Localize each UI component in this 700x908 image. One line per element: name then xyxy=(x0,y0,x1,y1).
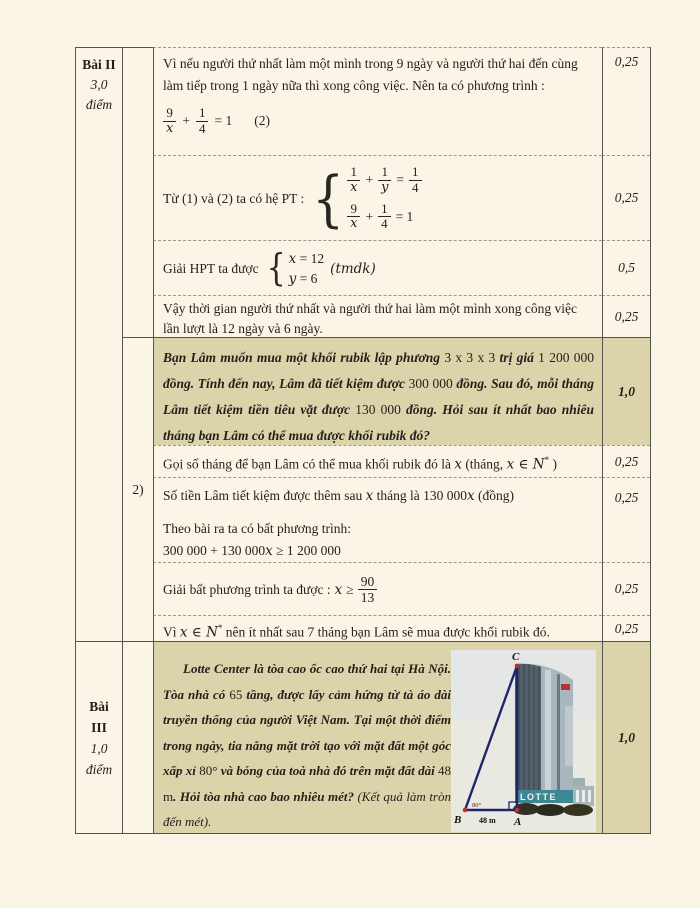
row2-points: 0,25 xyxy=(602,155,650,240)
bai2-points-word: điểm xyxy=(85,97,113,112)
question3-points: 1,0 xyxy=(602,641,650,833)
bai3-number: III xyxy=(91,719,107,735)
row4-content xyxy=(153,295,602,337)
row3-points: 0,5 xyxy=(602,240,650,295)
row7-points: 0,25 xyxy=(602,477,650,562)
angle-label: 80° xyxy=(472,802,482,809)
row2-lead: Từ (1) và (2) ta có hệ PT : xyxy=(163,190,305,206)
row9-points: 0,25 xyxy=(602,615,650,641)
row1-text: Vì nếu người thứ nhất làm một mình trong 9 ngày và người thứ hai đến cùng làm tiếp trong 1 ngày nữa thì xong công việc. Nên ta có phương trình : xyxy=(163,56,578,93)
row6-points: 0,25 xyxy=(602,445,650,477)
row8-content: Giải bất phương trình ta được : x ≥ $\frac{90}{13}$ xyxy=(153,562,602,615)
row3-system: x = 12 y = 6 xyxy=(288,250,325,287)
row2-system: 1 x + $\frac{1}{y}$ = $\frac{1}{4}$ 9 x + $\frac{1}{4}$ = 1 xyxy=(347,162,421,234)
row9-content: Vì x ∈ N* nên ít nhất sau 7 tháng bạn Lâm sẽ mua được khối rubik đó. xyxy=(153,615,602,641)
row4-points: 0,25 xyxy=(602,295,650,337)
trees xyxy=(513,803,593,816)
question2-statement: Bạn Lâm muốn mua một khối rubik lập phương 3 x 3 x 3 trị giá 1 200 000 đồng. Tính đến nay, Lâm đã tiết kiệm được 300 000 đồng. Sau đó, mỗi tháng Lâm tiết kiệm tiền tiêu vặt được 130 000 đồng. Hỏi sau ít nhất bao nhiêu tháng bạn Lâm có thể mua được khối rubik đó? xyxy=(153,337,602,445)
vertex-b-dot xyxy=(463,808,468,813)
row3-condition: (tmdk) xyxy=(330,260,376,277)
base-length-label: 48 m xyxy=(479,816,496,825)
row4-text: Vậy thời gian người thứ nhất và người thứ hai làm một mình xong công việc lần lượt là 12 ngày và 6 ngày. xyxy=(163,301,577,336)
row3-lead: Giải HPT ta được xyxy=(163,260,259,276)
row1-content xyxy=(153,47,602,155)
vertex-a-dot xyxy=(515,808,520,813)
question2-points: 1,0 xyxy=(602,337,650,445)
tower-building xyxy=(515,664,573,802)
vertex-b-label: B xyxy=(454,814,462,826)
exam-answer-table xyxy=(75,47,651,834)
lotte-logo xyxy=(561,684,570,690)
row1-points: 0,25 xyxy=(602,47,650,155)
row2-content xyxy=(153,155,602,240)
bai2-title: Bài II xyxy=(82,57,116,72)
row8-points: 0,25 xyxy=(602,562,650,615)
bai2-label-cell xyxy=(76,47,122,641)
bai3-points-word: điểm xyxy=(85,761,113,777)
system-brace: { xyxy=(266,246,286,290)
vertex-a-label: A xyxy=(514,816,522,828)
bai3-label-cell xyxy=(76,641,122,833)
question3-text: Lotte Center là tòa cao ốc cao thứ hai tại Hà Nội. Tòa nhà có 65 tầng, được lấy cảm hứng từ tà áo dài truyền thống của người Việt Nam. Tại một thời điểm trong ngày, tia nắng mặt trời tạo với mặt đất một góc xấp xỉ 80° và bóng của toà nhà đó trên mặt đất dài 48 m. Hỏi tòa nhà cao bao nhiêu mét? (Kết quả làm tròn đến mét). xyxy=(163,661,451,829)
bai2-total-points: 3,0 xyxy=(90,77,108,92)
part2-label: 2) xyxy=(132,481,144,497)
system-brace: { xyxy=(312,163,345,234)
lotte-sign-text: LOTTE xyxy=(520,792,557,802)
bai3-title: Bài xyxy=(89,698,109,714)
row1-equation: 9 x + $\frac{1}{4}$ = 1 (2) xyxy=(163,106,594,136)
row3-content xyxy=(153,240,602,295)
tower-triangle-diagram xyxy=(451,650,596,832)
question3-statement xyxy=(153,641,602,833)
row7-content: Số tiền Lâm tiết kiệm được thêm sau x tháng là 130 000x (đồng) Theo bài ra ta có bất phương trình: 300 000 + 130 000x ≥ 1 200 000 xyxy=(153,477,602,562)
vertex-c-label: C xyxy=(512,651,520,663)
row6-content: Gọi số tháng để bạn Lâm có thể mua khối rubik đó là x (tháng, x ∈ N* ) xyxy=(153,445,602,477)
part1-number-cell xyxy=(122,47,153,337)
vertex-c-dot xyxy=(515,664,520,669)
bai3-number-cell xyxy=(122,641,153,833)
bai3-total-points: 1,0 xyxy=(90,740,108,756)
part2-number-cell xyxy=(122,337,153,641)
